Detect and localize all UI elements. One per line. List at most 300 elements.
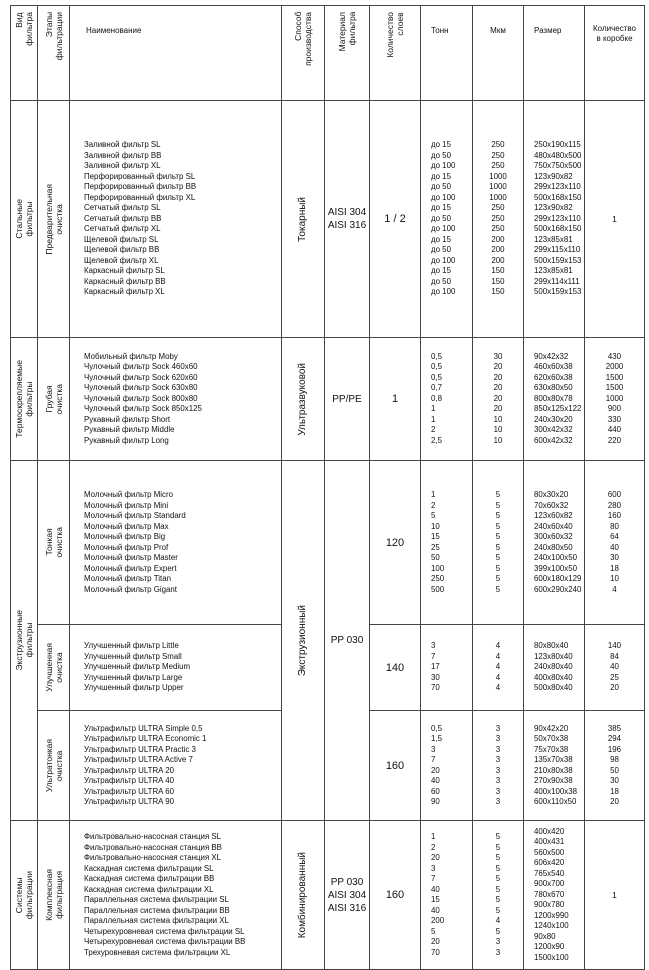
size-value-item: 500x168x150 bbox=[534, 192, 582, 202]
size-value-item: 80x80x40 bbox=[534, 641, 569, 651]
mkm-value-item: 5 bbox=[495, 926, 501, 936]
qty-value-item: 20 bbox=[610, 797, 619, 806]
material-item: PP 030 bbox=[330, 876, 364, 888]
header-row bbox=[11, 6, 645, 101]
qty-value-item: 1500 bbox=[605, 372, 624, 382]
product-name-item: Перфорированный фильтр XL bbox=[84, 192, 196, 202]
product-name-cell bbox=[70, 821, 282, 970]
header-stage: Этапы фильтрации bbox=[38, 6, 70, 101]
product-name-item: Чулочный фильтр Sock 620x60 bbox=[84, 372, 198, 382]
mkm-value-item: 3 bbox=[495, 937, 501, 946]
ton-value-cell bbox=[421, 711, 473, 821]
qty-value-item: 18 bbox=[610, 563, 619, 573]
mkm-value-item: 20 bbox=[493, 393, 503, 403]
size-value-item: 210x80x38 bbox=[534, 765, 573, 775]
size-value-item: 500x168x150 bbox=[534, 224, 582, 234]
mkm-value-item: 20 bbox=[493, 372, 503, 382]
product-name-item: Ультрафильтр ULTRA Practic 3 bbox=[84, 744, 196, 754]
mkm-value-item: 250 bbox=[491, 150, 505, 160]
ton-value-item: 5 bbox=[431, 511, 436, 520]
ton-value-item: 40 bbox=[431, 905, 440, 915]
material-item: AISI 316 bbox=[327, 902, 367, 914]
qty-value-item: 4 bbox=[612, 584, 617, 594]
mkm-value-item: 20 bbox=[493, 383, 503, 393]
size-value-item: 560x500 bbox=[534, 847, 565, 857]
material-item: AISI 304 bbox=[327, 889, 367, 901]
layers-cell: 160 bbox=[370, 711, 421, 821]
product-name-item: Четырехуровневая система фильтрации BB bbox=[84, 937, 246, 946]
size-value-item: 240x80x50 bbox=[534, 542, 573, 552]
ton-value-item: 15 bbox=[431, 532, 440, 541]
size-value-item: 75x70x38 bbox=[534, 744, 569, 754]
size-value-item: 620x60x38 bbox=[534, 372, 573, 382]
product-name-item: Ультрафильтр ULTRA 20 bbox=[84, 765, 174, 775]
mkm-value-cell bbox=[473, 711, 524, 821]
ton-value-item: 17 bbox=[431, 662, 440, 672]
ton-value-item: до 100 bbox=[431, 161, 456, 171]
product-name-item: Каскадная система фильтрации BB bbox=[84, 874, 215, 883]
mkm-value-item: 250 bbox=[491, 140, 505, 150]
qty-value-item: 280 bbox=[607, 500, 622, 510]
qty-value-cell bbox=[585, 711, 645, 821]
ton-value-item: 10 bbox=[431, 521, 440, 531]
qty-value-item: 84 bbox=[610, 651, 619, 661]
ton-value-item: до 50 bbox=[431, 213, 451, 223]
size-value-item: 300x60x32 bbox=[534, 532, 573, 541]
size-value-cell bbox=[524, 461, 585, 625]
product-name-item: Ультрафильтр ULTRA Economic 1 bbox=[84, 734, 207, 743]
size-value-item: 240x100x50 bbox=[534, 553, 577, 562]
mkm-value-cell bbox=[473, 338, 524, 461]
size-value-item: 800x80x78 bbox=[534, 393, 573, 403]
filter-catalog-table bbox=[10, 5, 645, 970]
mkm-value-item: 10 bbox=[493, 425, 503, 435]
material-item: PP/PE bbox=[332, 393, 362, 405]
size-value-item: 123x80x40 bbox=[534, 651, 573, 661]
size-value-item: 300x42x32 bbox=[534, 425, 573, 435]
product-name-item: Щелевой фильтр SL bbox=[84, 234, 159, 244]
product-name-item: Молочный фильтр Expert bbox=[84, 563, 177, 573]
mkm-value-item: 200 bbox=[491, 255, 505, 265]
size-value-item: 765x540 bbox=[534, 868, 565, 878]
mkm-value-item: 4 bbox=[495, 672, 501, 682]
size-value-item: 1240x100 bbox=[534, 921, 569, 931]
filter-type-label: Экструзионные фильтры bbox=[14, 610, 34, 671]
size-value-item: 1200x990 bbox=[534, 910, 569, 920]
mkm-value-item: 200 bbox=[491, 245, 505, 255]
method-label: Ультразвуковой bbox=[297, 362, 308, 436]
ton-value-item: 1 bbox=[431, 404, 436, 414]
mkm-value-item: 5 bbox=[495, 884, 501, 894]
size-value-item: 630x80x50 bbox=[534, 383, 573, 393]
ton-value-item: 7 bbox=[431, 651, 436, 661]
product-name-item: Ультрафильтр ULTRA 90 bbox=[84, 797, 174, 806]
mkm-value-item: 1000 bbox=[489, 182, 507, 192]
size-value-item: 270x90x38 bbox=[534, 776, 573, 785]
product-name-item: Каркасный фильтр XL bbox=[84, 287, 165, 297]
size-value-item: 299x114x111 bbox=[534, 276, 580, 286]
product-name-item: Параллельная система фильтрации SL bbox=[84, 895, 229, 904]
qty-value-item: 1000 bbox=[605, 393, 624, 403]
qty-value-item: 98 bbox=[610, 755, 619, 764]
ton-value-item: 7 bbox=[431, 874, 436, 883]
product-name-item: Улучшенный фильтр Large bbox=[84, 672, 183, 682]
header-size: Размер bbox=[524, 6, 585, 101]
size-value-item: 900x780 bbox=[534, 900, 565, 910]
size-value-item: 123x85x81 bbox=[534, 234, 573, 244]
size-value-item: 70x60x32 bbox=[534, 500, 569, 510]
ton-value-item: 1 bbox=[431, 832, 436, 841]
stage-cell bbox=[38, 625, 70, 711]
mkm-value-item: 250 bbox=[491, 213, 505, 223]
ton-value-item: 500 bbox=[431, 584, 445, 594]
stage-cell bbox=[38, 821, 70, 970]
mkm-value-cell bbox=[473, 101, 524, 338]
filter-type-label: Термоскрепляемые фильтры bbox=[14, 360, 34, 438]
product-name-item: Фильтровально-насосная станция BB bbox=[84, 842, 222, 852]
qty-value-item: 1500 bbox=[605, 383, 624, 393]
qty-value-item: 440 bbox=[607, 425, 622, 435]
ton-value-item: 5 bbox=[431, 926, 436, 936]
qty-value-item: 385 bbox=[607, 723, 622, 733]
size-value-item: 600x110x50 bbox=[534, 797, 577, 806]
ton-value-item: 100 bbox=[431, 563, 445, 573]
ton-value-item: 2 bbox=[431, 425, 436, 435]
filter-type-cell bbox=[11, 101, 38, 338]
mkm-value-item: 5 bbox=[495, 832, 501, 841]
size-value-cell bbox=[524, 101, 585, 338]
product-name-item: Чулочный фильтр Sock 850x125 bbox=[84, 404, 202, 414]
stage-label: Тонкая очистка bbox=[43, 527, 64, 558]
product-name-item: Мобильный фильтр Moby bbox=[84, 351, 178, 361]
method-cell bbox=[282, 821, 325, 970]
mkm-value-item: 5 bbox=[495, 490, 501, 499]
method-label: Токарный bbox=[297, 196, 308, 242]
material-cell bbox=[325, 338, 370, 461]
qty-value-item: 30 bbox=[610, 553, 619, 562]
mkm-value-item: 5 bbox=[495, 500, 501, 510]
ton-value-item: 7 bbox=[431, 755, 436, 764]
stage-cell bbox=[38, 101, 70, 338]
header-qty: Количество в коробке bbox=[585, 6, 645, 101]
product-name-item: Улучшенный фильтр Little bbox=[84, 641, 179, 651]
size-value-item: 135x70x38 bbox=[534, 755, 573, 764]
ton-value-item: 3 bbox=[431, 744, 436, 754]
product-name-item: Сетчатый фильтр SL bbox=[84, 203, 161, 213]
mkm-value-item: 5 bbox=[495, 574, 501, 583]
product-name-item: Чулочный фильтр Sock 460x60 bbox=[84, 362, 198, 372]
qty-value-item: 20 bbox=[610, 683, 619, 693]
mkm-value-item: 5 bbox=[495, 584, 501, 594]
ton-value-item: 250 bbox=[431, 574, 445, 583]
product-name-item: Параллельная система фильтрации BB bbox=[84, 905, 230, 915]
material-cell bbox=[325, 461, 370, 821]
product-name-item: Улучшенный фильтр Medium bbox=[84, 662, 191, 672]
qty-value-item: 160 bbox=[607, 511, 622, 520]
table-row bbox=[11, 461, 645, 625]
size-value-cell bbox=[524, 625, 585, 711]
ton-value-cell bbox=[421, 101, 473, 338]
mkm-value-item: 4 bbox=[495, 641, 501, 651]
mkm-value-item: 250 bbox=[491, 161, 505, 171]
product-name-item: Щелевой фильтр XL bbox=[84, 255, 159, 265]
mkm-value-item: 3 bbox=[495, 755, 501, 764]
ton-value-item: до 15 bbox=[431, 203, 451, 213]
size-value-item: 123x90x82 bbox=[534, 203, 573, 213]
qty-value-item: 40 bbox=[610, 542, 619, 552]
ton-value-item: 3 bbox=[431, 863, 436, 873]
qty-value-cell bbox=[585, 338, 645, 461]
ton-value-item: 20 bbox=[431, 765, 440, 775]
ton-value-cell bbox=[421, 821, 473, 970]
mkm-value-item: 5 bbox=[495, 553, 501, 562]
product-name-item: Улучшенный фильтр Upper bbox=[84, 683, 184, 693]
header-method: Способ производства bbox=[282, 6, 325, 101]
size-value-item: 1500x100 bbox=[534, 952, 569, 962]
mkm-value-item: 20 bbox=[493, 362, 503, 372]
stage-label: Комплексная фильтрация bbox=[43, 869, 64, 921]
qty-value-item: 900 bbox=[607, 404, 622, 414]
ton-value-item: 1,5 bbox=[431, 734, 442, 743]
header-mkm: Мкм bbox=[473, 6, 524, 101]
mkm-value-item: 10 bbox=[493, 435, 503, 445]
size-value-item: 90x42x32 bbox=[534, 351, 569, 361]
mkm-value-item: 30 bbox=[493, 351, 503, 361]
ton-value-item: 20 bbox=[431, 937, 440, 946]
material-item: AISI 316 bbox=[327, 220, 367, 231]
mkm-value-item: 4 bbox=[495, 683, 501, 693]
filter-type-label: Стальные фильтры bbox=[14, 199, 34, 239]
layers-cell: 1 bbox=[370, 338, 421, 461]
size-value-item: 500x80x40 bbox=[534, 683, 573, 693]
material-cell bbox=[325, 821, 370, 970]
size-value-item: 80x30x20 bbox=[534, 490, 569, 499]
size-value-item: 400x80x40 bbox=[534, 672, 573, 682]
header-ton: Тонн bbox=[421, 6, 473, 101]
qty-value-item: 30 bbox=[610, 776, 619, 785]
filter-type-cell bbox=[11, 338, 38, 461]
size-value-item: 240x60x40 bbox=[534, 521, 573, 531]
product-name-item: Молочный фильтр Mini bbox=[84, 500, 169, 510]
stage-label: Предварительная очистка bbox=[43, 183, 64, 255]
layers-cell: 160 bbox=[370, 821, 421, 970]
layers-cell: 1 / 2 bbox=[370, 101, 421, 338]
qty-value-cell bbox=[585, 461, 645, 625]
mkm-value-cell bbox=[473, 625, 524, 711]
product-name-item: Ультрафильтр ULTRA Simple 0,5 bbox=[84, 723, 203, 733]
method-cell bbox=[282, 338, 325, 461]
product-name-item: Чулочный фильтр Sock 630x80 bbox=[84, 383, 198, 393]
ton-value-cell bbox=[421, 461, 473, 625]
product-name-item: Четырехуровневая система фильтрации SL bbox=[84, 926, 245, 936]
ton-value-item: 60 bbox=[431, 786, 440, 796]
product-name-item: Каскадная система фильтрации SL bbox=[84, 863, 214, 873]
mkm-value-item: 3 bbox=[495, 765, 501, 775]
stage-label: Ультратонкая очистка bbox=[43, 738, 64, 793]
mkm-value-item: 5 bbox=[495, 874, 501, 883]
material-item: PP 030 bbox=[330, 635, 364, 646]
stage-cell bbox=[38, 338, 70, 461]
method-cell bbox=[282, 101, 325, 338]
table-row bbox=[11, 821, 645, 970]
mkm-value-item: 150 bbox=[491, 287, 505, 297]
product-name-item: Щелевой фильтр BB bbox=[84, 245, 160, 255]
ton-value-item: до 15 bbox=[431, 140, 451, 150]
mkm-value-item: 250 bbox=[491, 224, 505, 234]
ton-value-item: до 50 bbox=[431, 182, 451, 192]
qty-value-item: 10 bbox=[610, 574, 619, 583]
mkm-value-cell bbox=[473, 461, 524, 625]
size-value-item: 299x115x110 bbox=[534, 245, 581, 255]
ton-value-item: до 15 bbox=[431, 266, 451, 276]
mkm-value-item: 5 bbox=[495, 532, 501, 541]
mkm-value-item: 3 bbox=[495, 947, 501, 957]
product-name-cell bbox=[70, 625, 282, 711]
ton-value-item: 25 bbox=[431, 542, 440, 552]
qty-value-item: 220 bbox=[607, 435, 622, 445]
size-value-item: 400x100x38 bbox=[534, 786, 577, 796]
qty-value-item: 80 bbox=[610, 521, 619, 531]
mkm-value-item: 4 bbox=[495, 662, 501, 672]
mkm-value-item: 1000 bbox=[489, 171, 507, 181]
size-value-item: 123x90x82 bbox=[534, 171, 573, 181]
mkm-value-item: 3 bbox=[495, 797, 501, 806]
product-name-item: Каркасный фильтр SL bbox=[84, 266, 165, 276]
qty-value-item: 600 bbox=[607, 490, 622, 499]
product-name-item: Молочный фильтр Micro bbox=[84, 490, 174, 499]
ton-value-item: 70 bbox=[431, 947, 440, 957]
product-name-cell bbox=[70, 338, 282, 461]
ton-value-item: до 50 bbox=[431, 150, 451, 160]
qty-value-item: 1 bbox=[612, 213, 617, 224]
qty-value-item: 18 bbox=[610, 786, 619, 796]
ton-value-item: 15 bbox=[431, 895, 440, 904]
mkm-value-item: 5 bbox=[495, 521, 501, 531]
stage-label: Улучшенная очистка bbox=[43, 643, 64, 692]
ton-value-item: 30 bbox=[431, 672, 440, 682]
header-material: Материал фильтра bbox=[325, 6, 370, 101]
size-value-item: 399x100x50 bbox=[534, 563, 577, 573]
mkm-value-item: 3 bbox=[495, 734, 501, 743]
table-row bbox=[11, 101, 645, 338]
qty-value-item: 196 bbox=[607, 744, 622, 754]
stage-label: Грубая очистка bbox=[43, 383, 64, 415]
size-value-item: 400x431 bbox=[534, 837, 565, 847]
qty-value-cell bbox=[585, 821, 645, 970]
size-value-item: 240x30x20 bbox=[534, 414, 573, 424]
ton-value-item: до 100 bbox=[431, 192, 456, 202]
size-value-item: 1200x90 bbox=[534, 942, 565, 952]
ton-value-item: 0,7 bbox=[431, 383, 442, 393]
mkm-value-item: 5 bbox=[495, 563, 501, 573]
mkm-value-item: 5 bbox=[495, 511, 501, 520]
size-value-item: 606x420 bbox=[534, 858, 565, 868]
method-label: Комбинированный bbox=[297, 851, 308, 939]
mkm-value-item: 150 bbox=[491, 276, 505, 286]
mkm-value-item: 250 bbox=[491, 203, 505, 213]
product-name-item: Молочный фильтр Gigant bbox=[84, 584, 177, 594]
product-name-item: Чулочный фильтр Sock 800x80 bbox=[84, 393, 198, 403]
ton-value-item: 40 bbox=[431, 776, 440, 785]
mkm-value-item: 3 bbox=[495, 776, 501, 785]
mkm-value-item: 3 bbox=[495, 723, 501, 733]
ton-value-item: 3 bbox=[431, 641, 436, 651]
product-name-item: Молочный фильтр Master bbox=[84, 553, 178, 562]
product-name-item: Молочный фильтр Max bbox=[84, 521, 169, 531]
layers-cell: 140 bbox=[370, 625, 421, 711]
layers-cell: 120 bbox=[370, 461, 421, 625]
ton-value-item: 70 bbox=[431, 683, 440, 693]
product-name-item: Каскадная система фильтрации XL bbox=[84, 884, 214, 894]
ton-value-item: 2 bbox=[431, 842, 436, 852]
size-value-item: 750x750x500 bbox=[534, 161, 582, 171]
ton-value-item: до 50 bbox=[431, 276, 451, 286]
size-value-item: 123x60x82 bbox=[534, 511, 573, 520]
product-name-cell bbox=[70, 101, 282, 338]
size-value-item: 600x42x32 bbox=[534, 435, 573, 445]
qty-value-item: 40 bbox=[610, 662, 619, 672]
size-value-item: 850x125x122 bbox=[534, 404, 582, 414]
ton-value-item: 2,5 bbox=[431, 435, 442, 445]
mkm-value-item: 10 bbox=[493, 414, 503, 424]
size-value-cell bbox=[524, 711, 585, 821]
table-row bbox=[11, 338, 645, 461]
ton-value-item: 90 bbox=[431, 797, 440, 806]
ton-value-item: 0,5 bbox=[431, 351, 442, 361]
qty-value-item: 50 bbox=[610, 765, 619, 775]
ton-value-item: 40 bbox=[431, 884, 440, 894]
product-name-cell bbox=[70, 711, 282, 821]
filter-type-cell bbox=[11, 821, 38, 970]
size-value-cell bbox=[524, 821, 585, 970]
product-name-item: Фильтровально-насосная станция XL bbox=[84, 853, 222, 862]
ton-value-item: до 50 bbox=[431, 245, 451, 255]
qty-value-cell bbox=[585, 625, 645, 711]
product-name-item: Перфорированный фильтр SL bbox=[84, 171, 196, 181]
ton-value-item: до 100 bbox=[431, 224, 456, 234]
mkm-value-item: 5 bbox=[495, 542, 501, 552]
mkm-value-item: 20 bbox=[493, 404, 503, 414]
product-name-item: Молочный фильтр Titan bbox=[84, 574, 171, 583]
filter-type-cell bbox=[11, 461, 38, 821]
size-value-item: 299x123x110 bbox=[534, 213, 581, 223]
size-value-item: 600x180x129 bbox=[534, 574, 582, 583]
size-value-item: 780x670 bbox=[534, 889, 565, 899]
product-name-item: Молочный фильтр Big bbox=[84, 532, 166, 541]
ton-value-item: 1 bbox=[431, 490, 436, 499]
product-name-item: Рукавный фильтр Long bbox=[84, 435, 169, 445]
mkm-value-item: 5 bbox=[495, 842, 501, 852]
mkm-value-item: 5 bbox=[495, 863, 501, 873]
ton-value-item: 0,5 bbox=[431, 723, 442, 733]
ton-value-item: до 15 bbox=[431, 171, 451, 181]
size-value-item: 50x70x38 bbox=[534, 734, 569, 743]
qty-value-item: 294 bbox=[607, 734, 622, 743]
mkm-value-item: 4 bbox=[495, 916, 501, 925]
size-value-item: 480x480x500 bbox=[534, 150, 582, 160]
ton-value-item: 2 bbox=[431, 500, 436, 510]
stage-cell bbox=[38, 711, 70, 821]
size-value-item: 600x290x240 bbox=[534, 584, 582, 594]
product-name-item: Перфорированный фильтр BB bbox=[84, 182, 197, 192]
table-body bbox=[11, 101, 645, 970]
size-value-item: 250x190x115 bbox=[534, 140, 581, 150]
product-name-item: Молочный фильтр Standard bbox=[84, 511, 186, 520]
mkm-value-item: 200 bbox=[491, 234, 505, 244]
mkm-value-item: 150 bbox=[491, 266, 505, 276]
product-name-item: Заливной фильтр SL bbox=[84, 140, 161, 150]
ton-value-item: 20 bbox=[431, 853, 440, 862]
